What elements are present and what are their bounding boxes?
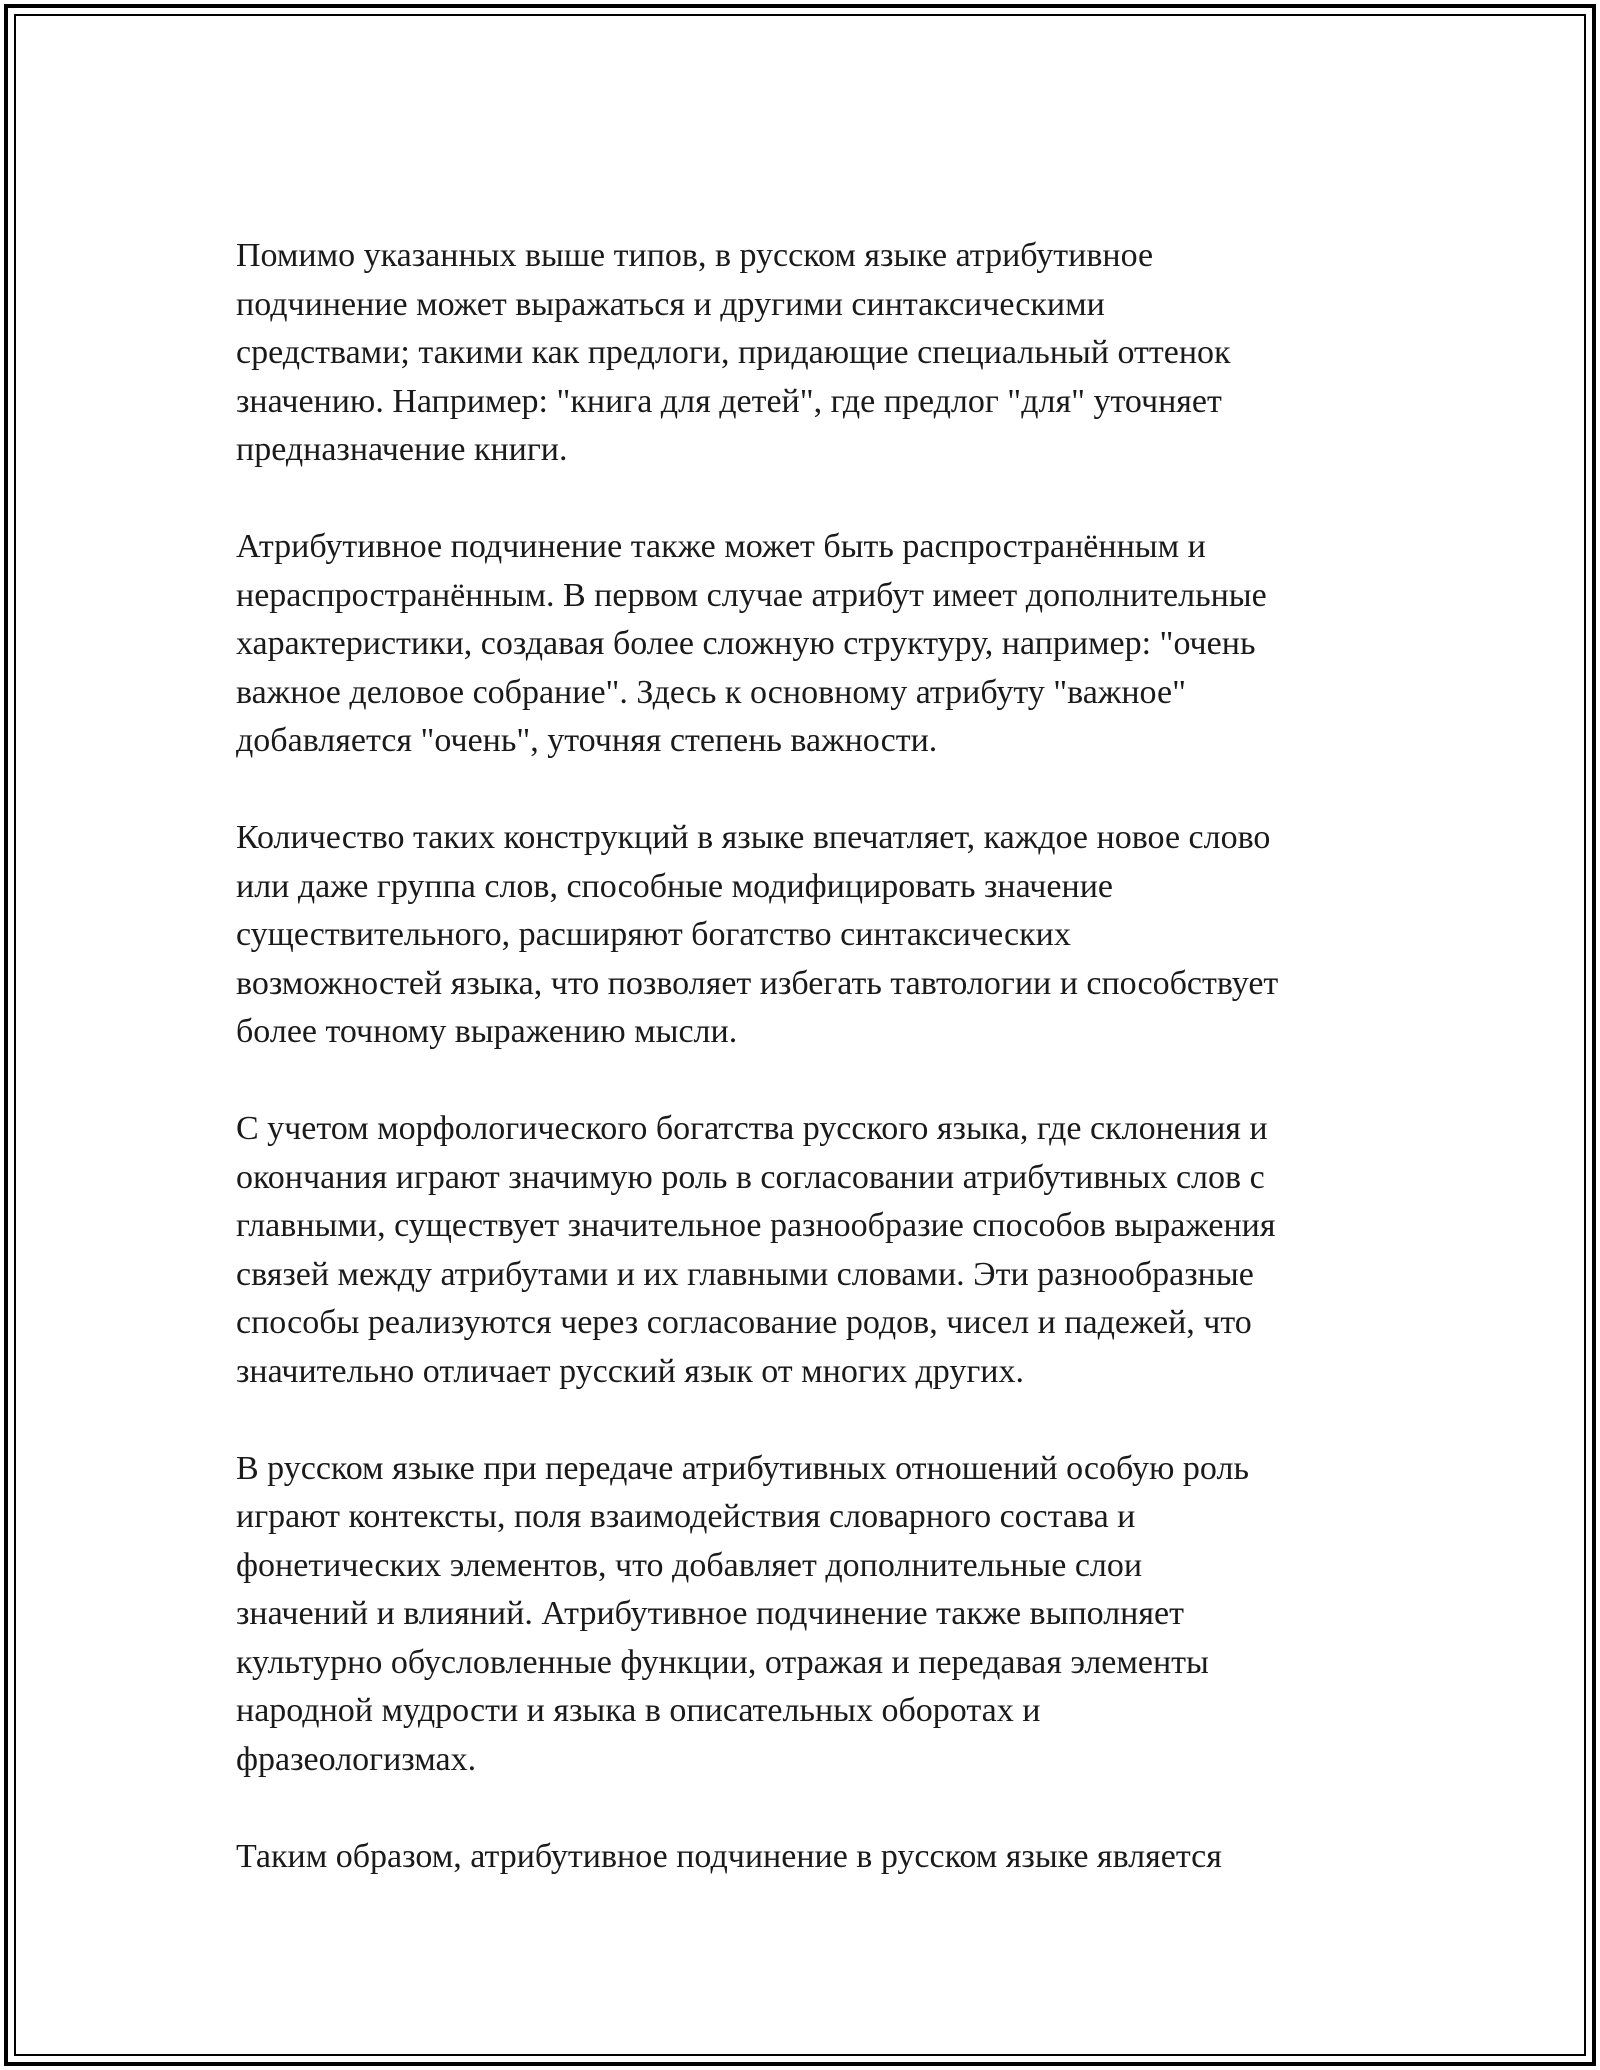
text-line: подчинение может выражаться и другими синтаксическими: [236, 285, 1105, 323]
text-line: фразеологизмах.: [236, 1740, 477, 1778]
text-line: окончания играют значимую роль в согласовании атрибутивных слов с: [236, 1158, 1265, 1196]
paragraph-6: [236, 1833, 1386, 1882]
text-line: значению. Например: "книга для детей", где предлог "для" уточняет: [236, 382, 1222, 420]
text-line: или даже группа слов, способные модифицировать значение: [236, 867, 1113, 905]
paragraph-2: [236, 523, 1386, 766]
text-line: нераспространённым. В первом случае атрибут имеет дополнительные: [236, 576, 1267, 614]
text-line: Таким образом, атрибутивное подчинение в русском языке является: [236, 1837, 1222, 1875]
text-line: более точному выражению мысли.: [236, 1013, 738, 1050]
text-line: существительного, расширяют богатство синтаксических: [236, 916, 1071, 953]
text-line: возможностей языка, что позволяет избегать тавтологии и способствует: [236, 964, 1279, 1002]
text-line: играют контексты, поля взаимодействия словарного состава и: [236, 1498, 1136, 1535]
text-line: предназначение книги.: [236, 431, 568, 468]
text-line: способы реализуются через согласование родов, чисел и падежей, что: [236, 1304, 1252, 1341]
paragraph-1: [236, 232, 1386, 475]
text-line: важное деловое собрание". Здесь к основному атрибуту "важное": [236, 673, 1186, 711]
text-line: С учетом морфологического богатства русского языка, где склонения и: [236, 1110, 1268, 1147]
paragraph-5: [236, 1445, 1386, 1785]
text-line: фонетических элементов, что добавляет дополнительные слои: [236, 1546, 1143, 1584]
document-body: [236, 232, 1386, 1930]
text-line: Атрибутивное подчинение также может быть распространённым и: [236, 528, 1206, 565]
text-line: значительно отличает русский язык от многих других.: [236, 1352, 1024, 1390]
text-line: Помимо указанных выше типов, в русском языке атрибутивное: [236, 237, 1154, 274]
text-line: Количество таких конструкций в языке впечатляет, каждое новое слово: [236, 819, 1271, 856]
text-line: главными, существует значительное разнообразие способов выражения: [236, 1207, 1276, 1244]
paragraph-3: [236, 814, 1386, 1057]
text-line: добавляется "очень", уточняя степень важности.: [236, 722, 938, 759]
text-line: значений и влияний. Атрибутивное подчинение также выполняет: [236, 1595, 1184, 1632]
text-line: народной мудрости и языка в описательных оборотах и: [236, 1692, 1041, 1729]
text-line: В русском языке при передаче атрибутивных отношений особую роль: [236, 1449, 1249, 1487]
paragraph-4: [236, 1105, 1386, 1396]
text-line: связей между атрибутами и их главными словами. Эти разнообразные: [236, 1255, 1254, 1293]
text-line: характеристики, создавая более сложную структуру, например: "очень: [236, 625, 1256, 662]
text-line: средствами; такими как предлоги, придающие специальный оттенок: [236, 334, 1231, 371]
text-line: культурно обусловленные функции, отражая и передавая элементы: [236, 1643, 1209, 1681]
